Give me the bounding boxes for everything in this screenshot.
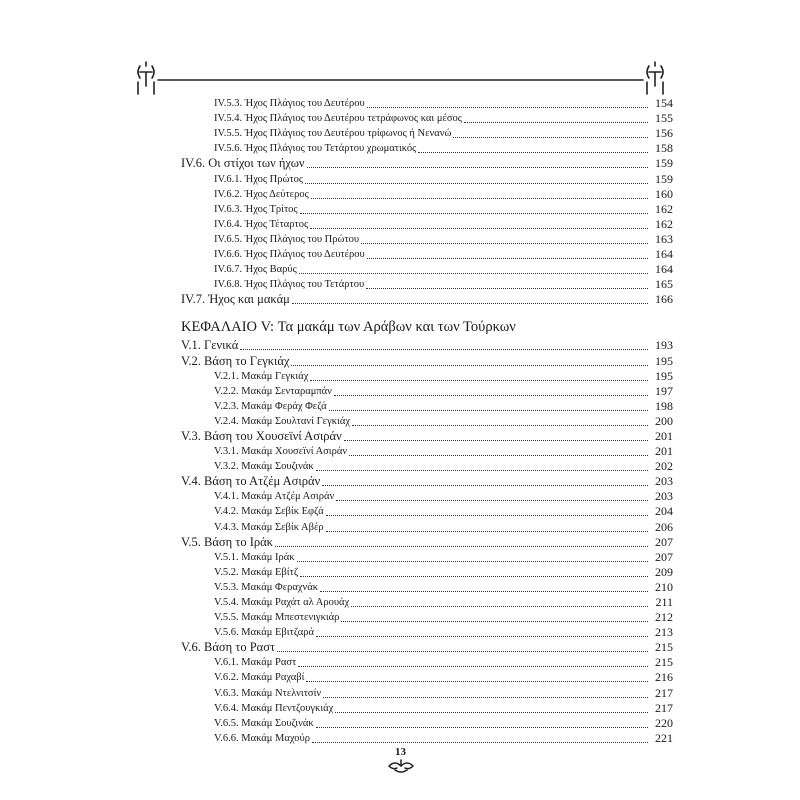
toc-entry xyxy=(128,384,673,399)
toc-entry-title: V.5.1. Μακάμ Ιράκ xyxy=(214,551,295,563)
toc-entry-title: V.5.4. Μακάμ Ραχάτ αλ Αρουάχ xyxy=(214,597,350,608)
dot-leader xyxy=(335,712,648,713)
toc-group-chapter-v xyxy=(128,338,673,746)
toc-entry-page: 201 xyxy=(655,444,673,459)
dot-leader xyxy=(277,651,648,652)
table-of-contents xyxy=(128,96,673,746)
toc-entry-page: 213 xyxy=(655,625,673,640)
toc-entry xyxy=(128,731,673,746)
toc-entry-title: V.6.6. Μακάμ Μαχούρ xyxy=(214,732,310,744)
toc-entry-title: IV.6.2. Ήχος Δεύτερος xyxy=(214,188,309,200)
toc-entry xyxy=(128,670,673,685)
dot-leader xyxy=(453,137,648,138)
dot-leader xyxy=(323,697,648,698)
toc-entry-title: V.6.5. Μακάμ Σουζινάκ xyxy=(214,717,314,729)
toc-entry xyxy=(128,277,673,292)
toc-entry xyxy=(128,429,673,444)
toc-entry-title: IV.5.5. Ήχος Πλάγιος του Δευτέρου τρίφωνος ή Νενανώ xyxy=(214,128,452,140)
toc-entry-page: 216 xyxy=(655,670,673,685)
toc-entry-title: IV.5.3. Ήχος Πλάγιος του Δευτέρου xyxy=(214,98,365,110)
toc-entry-page: 195 xyxy=(655,353,673,368)
toc-entry-page: 202 xyxy=(655,459,673,474)
toc-entry-title: IV.6.7. Ήχος Βαρύς xyxy=(214,264,297,276)
toc-entry-page: 210 xyxy=(655,579,673,594)
toc-entry-title: V.1. Γενικά xyxy=(181,338,239,353)
toc-entry-page: 162 xyxy=(655,201,673,216)
toc-entry-page: 198 xyxy=(655,398,673,413)
toc-entry-title: V.3. Βάση του Χουσεϊνί Ασιράν xyxy=(181,428,342,443)
toc-entry-page: 193 xyxy=(655,338,673,353)
toc-entry-title: IV.6.5. Ήχος Πλάγιος του Πρώτου xyxy=(214,233,360,245)
toc-entry-title: IV.6.8. Ήχος Πλάγιος του Τετάρτου xyxy=(214,279,365,291)
toc-entry-title: V.3.2. Μακάμ Σουζινάκ xyxy=(214,461,314,473)
dot-leader xyxy=(316,727,648,728)
toc-entry xyxy=(128,625,673,640)
toc-entry-title: V.4.2. Μακάμ Σεβίκ Εφζά xyxy=(214,506,324,518)
toc-entry-title: V.2. Βάση το Γεγκιάχ xyxy=(181,353,290,368)
dot-leader xyxy=(367,107,648,108)
toc-entry-page: 162 xyxy=(655,216,673,231)
toc-entry-page: 215 xyxy=(655,640,673,655)
toc-entry-page: 204 xyxy=(655,504,673,519)
dot-leader xyxy=(316,636,648,637)
toc-entry xyxy=(128,595,673,610)
dot-leader xyxy=(240,349,648,350)
dot-leader xyxy=(418,152,648,153)
dot-leader xyxy=(329,410,648,411)
page-footer xyxy=(128,746,673,774)
toc-entry-page: 159 xyxy=(655,171,673,186)
toc-entry xyxy=(128,292,673,307)
book-page xyxy=(128,40,673,785)
toc-entry-page: 220 xyxy=(655,715,673,730)
toc-entry-page: 158 xyxy=(655,141,673,156)
dot-leader xyxy=(311,198,648,199)
fleuron-icon xyxy=(381,758,421,774)
dot-leader xyxy=(351,606,648,607)
toc-entry-title: V.5. Βάση το Ιράκ xyxy=(181,534,273,549)
toc-entry-title: IV.6.6. Ήχος Πλάγιος του Δευτέρου xyxy=(214,249,365,261)
toc-entry-page: 164 xyxy=(655,262,673,277)
toc-entry-page: 211 xyxy=(655,595,673,609)
toc-group-chapter-iv xyxy=(128,96,673,307)
toc-entry xyxy=(128,444,673,459)
toc-entry-title: V.6.4. Μακάμ Πεντζουγκιάχ xyxy=(214,702,334,714)
toc-entry xyxy=(128,565,673,580)
toc-entry-page: 209 xyxy=(655,564,673,579)
toc-entry xyxy=(128,156,673,171)
toc-entry-page: 200 xyxy=(655,413,673,428)
toc-entry xyxy=(128,519,673,534)
toc-entry-page: 215 xyxy=(655,655,673,670)
toc-entry-title: V.6.3. Μακάμ Ντελνιτσίν xyxy=(214,687,322,699)
toc-entry-page: 203 xyxy=(655,474,673,489)
toc-entry xyxy=(128,247,673,262)
dot-leader xyxy=(361,243,648,244)
toc-entry-page: 217 xyxy=(655,700,673,715)
toc-entry xyxy=(128,262,673,277)
toc-entry xyxy=(128,550,673,565)
dot-leader xyxy=(291,365,648,366)
dot-leader xyxy=(367,258,648,259)
toc-entry-page: 166 xyxy=(655,292,673,307)
toc-entry xyxy=(128,504,673,519)
toc-entry-title: V.6.2. Μακάμ Ραχαβί xyxy=(214,672,305,684)
dot-leader xyxy=(352,425,648,426)
toc-entry-page: 163 xyxy=(655,231,673,246)
toc-entry-title: V.2.2. Μακάμ Σενταραμπάν xyxy=(214,385,332,397)
toc-entry-title: V.5.5. Μακάμ Μπεστενιγκιάρ xyxy=(214,612,340,624)
toc-entry-title: V.4.3. Μακάμ Σεβίκ Αβέρ xyxy=(214,521,324,533)
dot-leader xyxy=(298,666,648,667)
toc-entry-title: IV.6.4. Ήχος Τέταρτος xyxy=(214,218,309,230)
toc-entry-title: IV.7. Ήχος και μακάμ xyxy=(181,292,290,307)
toc-entry-page: 207 xyxy=(655,549,673,564)
toc-entry-page: 212 xyxy=(655,610,673,625)
toc-entry-page: 203 xyxy=(655,489,673,504)
toc-entry-title: V.4.1. Μακάμ Ατζέμ Ασιράν xyxy=(214,491,335,503)
page-number: 13 xyxy=(395,746,406,758)
dot-leader xyxy=(326,531,648,532)
dot-leader xyxy=(310,228,648,229)
toc-entry xyxy=(128,141,673,156)
dot-leader xyxy=(334,395,648,396)
toc-entry-title: V.5.6. Μακάμ Εβιτζαρά xyxy=(214,627,315,639)
dot-leader xyxy=(300,213,648,214)
toc-entry-title: V.2.3. Μακάμ Φεράχ Φεζά xyxy=(214,400,327,412)
toc-entry-title: V.6.1. Μακάμ Ραστ xyxy=(214,657,297,669)
toc-entry-page: 207 xyxy=(655,534,673,549)
dot-leader xyxy=(312,742,648,743)
toc-entry xyxy=(128,96,673,111)
toc-entry-page: 165 xyxy=(655,277,673,292)
toc-entry xyxy=(128,414,673,429)
dot-leader xyxy=(326,515,648,516)
dot-leader xyxy=(464,122,648,123)
dot-leader xyxy=(275,546,648,547)
toc-entry xyxy=(128,399,673,414)
toc-entry xyxy=(128,232,673,247)
toc-entry-page: 156 xyxy=(655,126,673,141)
dot-leader xyxy=(307,167,648,168)
toc-entry xyxy=(128,701,673,716)
dot-leader xyxy=(299,273,648,274)
toc-entry-title: V.3.1. Μακάμ Χουσεϊνί Ασιράν xyxy=(214,446,348,458)
toc-entry xyxy=(128,489,673,504)
toc-entry xyxy=(128,217,673,232)
toc-entry-page: 155 xyxy=(655,111,673,126)
toc-entry-page: 195 xyxy=(655,368,673,383)
dot-leader xyxy=(344,440,648,441)
toc-entry-title: V.5.2. Μακάμ Εβίτζ xyxy=(214,566,299,578)
toc-entry xyxy=(128,685,673,700)
dot-leader xyxy=(320,591,648,592)
toc-entry-title: IV.5.6. Ήχος Πλάγιος του Τετάρτου χρωματικός xyxy=(214,143,417,155)
toc-entry-page: 221 xyxy=(655,730,673,745)
toc-entry xyxy=(128,655,673,670)
toc-entry-title: IV.5.4. Ήχος Πλάγιος του Δευτέρου τετράφωνος και μέσος xyxy=(214,113,462,125)
toc-entry-page: 206 xyxy=(655,519,673,534)
dot-leader xyxy=(310,380,648,381)
toc-entry xyxy=(128,171,673,186)
toc-entry xyxy=(128,202,673,217)
toc-entry-page: 160 xyxy=(655,186,673,201)
toc-entry xyxy=(128,640,673,655)
toc-entry xyxy=(128,338,673,353)
dot-leader xyxy=(305,183,648,184)
toc-entry xyxy=(128,716,673,731)
dot-leader xyxy=(349,455,648,456)
dot-leader xyxy=(316,470,648,471)
toc-entry-page: 201 xyxy=(655,428,673,443)
toc-entry xyxy=(128,459,673,474)
toc-entry xyxy=(128,474,673,489)
toc-entry-page: 164 xyxy=(655,247,673,262)
dot-leader xyxy=(336,500,648,501)
toc-entry-title: V.2.1. Μακάμ Γεγκιάχ xyxy=(214,370,309,382)
toc-entry xyxy=(128,126,673,141)
toc-entry-title: V.5.3. Μακάμ Φεραχνάκ xyxy=(214,581,319,593)
toc-entry xyxy=(128,535,673,550)
toc-entry-page: 197 xyxy=(655,383,673,398)
chapter-heading: ΚΕΦΑΛΑΙΟ V: Τα μακάμ των Αράβων και των Τούρκων xyxy=(181,319,516,336)
toc-entry-page: 217 xyxy=(655,685,673,700)
toc-entry-title: IV.6.3. Ήχος Τρίτος xyxy=(214,203,298,215)
toc-entry-title: V.4. Βάση το Ατζέμ Ασιράν xyxy=(181,474,321,489)
dot-leader xyxy=(292,303,648,304)
toc-entry xyxy=(128,111,673,126)
toc-entry xyxy=(128,610,673,625)
dot-leader xyxy=(322,485,648,486)
toc-entry xyxy=(128,187,673,202)
dot-leader xyxy=(306,681,648,682)
toc-entry xyxy=(128,353,673,368)
toc-entry-title: IV.6. Οι στίχοι των ήχων xyxy=(181,156,305,171)
toc-entry-page: 154 xyxy=(655,96,673,111)
toc-entry-page: 159 xyxy=(655,156,673,171)
toc-entry-title: IV.6.1. Ήχος Πρώτος xyxy=(214,173,304,185)
dot-leader xyxy=(341,621,648,622)
dot-leader xyxy=(297,561,648,562)
dot-leader xyxy=(366,288,648,289)
toc-entry xyxy=(128,580,673,595)
ornamental-rule-icon xyxy=(128,58,673,98)
toc-entry xyxy=(128,369,673,384)
toc-entry-title: V.6. Βάση το Ραστ xyxy=(181,640,275,655)
toc-entry-title: V.2.4. Μακάμ Σουλτανί Γεγκιάχ xyxy=(214,415,350,427)
dot-leader xyxy=(300,576,648,577)
